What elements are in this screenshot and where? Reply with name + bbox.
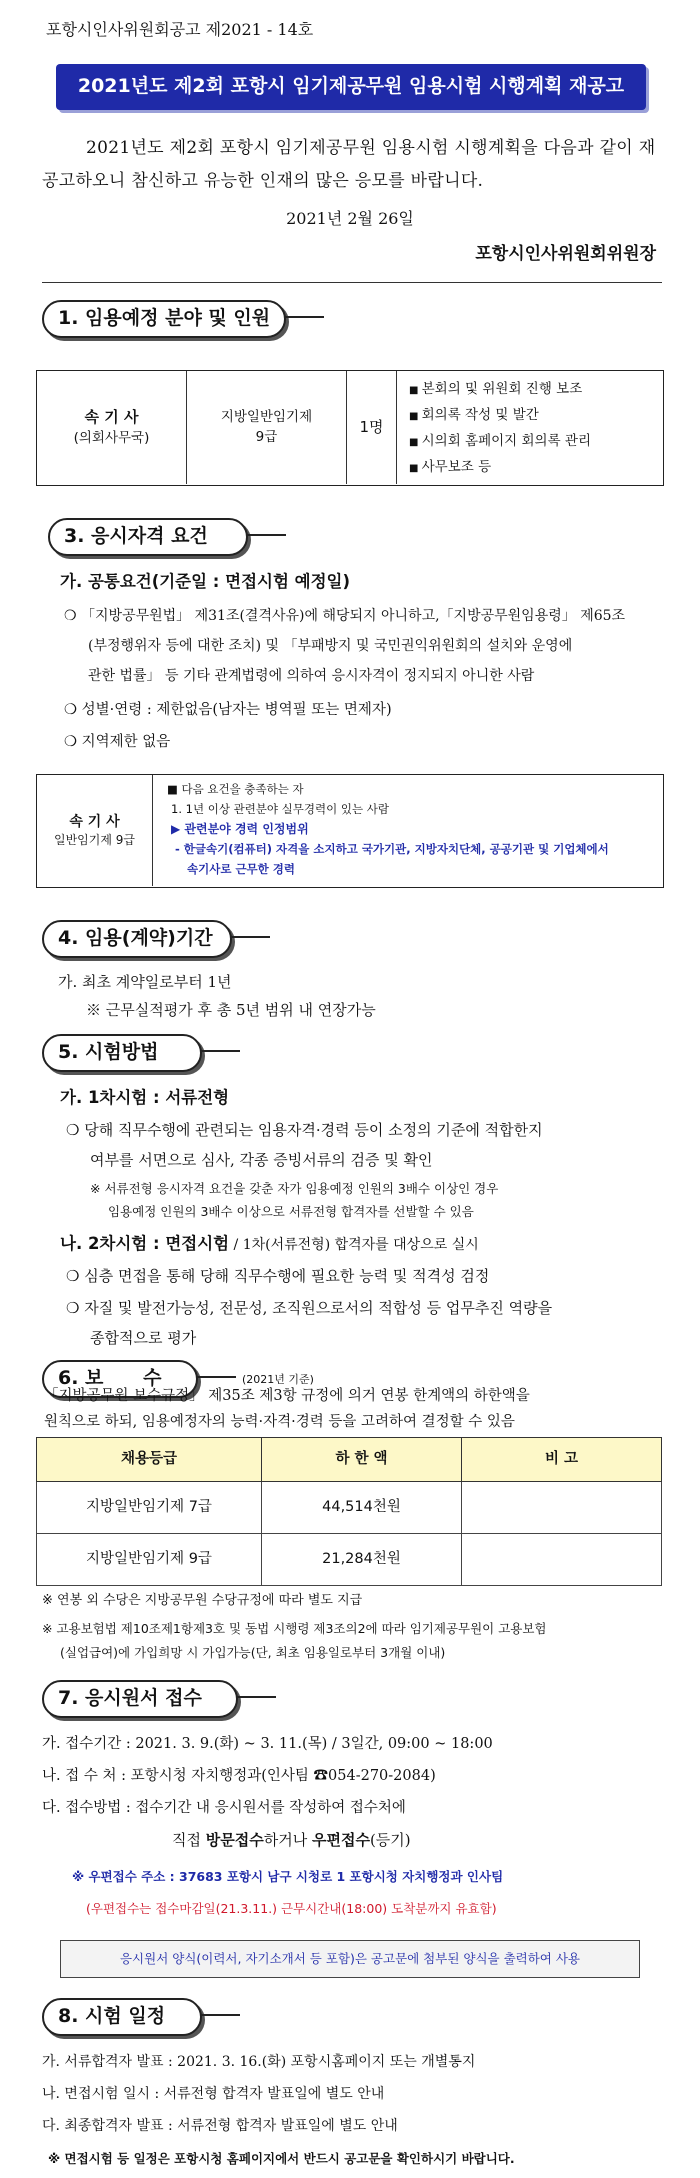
notice-date: 2021년 2월 26일 bbox=[286, 209, 414, 228]
sec7-form-notice: 응시원서 양식(이력서, 자기소개서 등 포함)은 공고문에 첨부된 양식을 출력하여 사용 bbox=[60, 1940, 640, 1978]
row-note bbox=[462, 1482, 662, 1534]
sec8-line-2: 나. 면접시험 일시 : 서류전형 합격자 발표일에 별도 안내 bbox=[42, 2086, 385, 2102]
qual-position-cell bbox=[37, 775, 153, 886]
sec5-a2: 여부를 서면으로 심사, 각종 증빙서류의 검증 및 확인 bbox=[90, 1151, 433, 1169]
section-4-title: 4. 임용(계약)기간 bbox=[42, 920, 232, 958]
sec3-line-5: ❍ 지역제한 없음 bbox=[64, 732, 170, 753]
sec7-line-2: 나. 접 수 처 : 포항시청 자치행정과(인사팀 ☎054-270-2084) bbox=[42, 1768, 436, 1784]
sec7-line-3: 다. 접수방법 : 접수기간 내 응시원서를 작성하여 접수처에 bbox=[42, 1800, 406, 1816]
qual-line-4: - 한글속기(컴퓨터) 자격을 소지하고 국가기관, 지방자치단체, 공공기관 및 기업체에서 bbox=[175, 842, 609, 856]
sec8-line-3: 다. 최종합격자 발표 : 서류전형 합격자 발표일에 별도 안내 bbox=[42, 2118, 398, 2134]
sec4-line-1: 가. 최초 계약일로부터 1년 bbox=[58, 973, 232, 991]
section-7-title: 7. 응시원서 접수 bbox=[42, 1680, 238, 1718]
sec5-a3: ※ 서류전형 응시자격 요건을 갖춘 자가 임용예정 인원의 3배수 이상인 경우 bbox=[90, 1181, 499, 1196]
qual-grade: 일반임기제 9급 bbox=[53, 832, 135, 847]
position-cell bbox=[37, 371, 187, 484]
notice-number: 포항시인사위원회공고 제2021 - 14호 bbox=[46, 20, 314, 39]
sec5-a1: ❍ 당해 직무수행에 관련되는 임용자격·경력 등이 소정의 기준에 적합한지 bbox=[66, 1120, 543, 1142]
sec5-a4: 임용예정 인원의 3배수 이상으로 서류전형 합격자를 선발할 수 있음 bbox=[108, 1204, 474, 1219]
section-3-title: 3. 응시자격 요건 bbox=[48, 518, 248, 556]
section-1-title: 1. 임용예정 분야 및 인원 bbox=[42, 300, 286, 338]
grade-line-2: 9급 bbox=[255, 428, 278, 445]
section-6-label: 6. 보 수 bbox=[58, 1367, 162, 1390]
sec7-l4-b: 방문접수 bbox=[205, 1831, 264, 1849]
sec3-subheading-a: 가. 공통요건(기준일 : 면접시험 예정일) bbox=[60, 572, 351, 591]
qual-line-3: ▶ 관련분야 경력 인정범위 bbox=[171, 822, 309, 836]
duties-list bbox=[409, 377, 591, 481]
sec6-line-2: 원칙으로 하되, 임용예정자의 능력·자격·경력 등을 고려하여 결정할 수 있음 bbox=[44, 1414, 515, 1430]
page-title: 2021년도 제2회 포항시 임기제공무원 임용시험 시행계획 재공고 bbox=[56, 64, 646, 110]
section-5-title: 5. 시험방법 bbox=[42, 1034, 202, 1072]
salary-table-header bbox=[37, 1438, 662, 1482]
duty-item: ■ 사무보조 등 bbox=[409, 455, 591, 481]
headcount-cell: 1명 bbox=[347, 371, 397, 484]
sec5-subheading-b bbox=[60, 1232, 479, 1256]
sec5-sub-b-tail: / 1차(서류전형) 합격자를 대상으로 실시 bbox=[229, 1237, 479, 1253]
qual-line-2: 1. 1년 이상 관련분야 실무경력이 있는 사람 bbox=[171, 802, 389, 816]
sec6-year-note: (2021년 기준) bbox=[242, 1373, 314, 1386]
position-name: 속 기 사 bbox=[84, 407, 139, 426]
row-amount: 44,514천원 bbox=[262, 1482, 462, 1534]
sec7-l4-d: 우편접수 bbox=[311, 1831, 370, 1849]
sec3-line-3: 관한 법률」 등 기타 관계법령에 의하여 응시자격이 정지되지 아니한 사람 bbox=[88, 668, 535, 684]
duty-item: ■ 시의회 홈페이지 회의록 관리 bbox=[409, 429, 591, 455]
col-amount: 하 한 액 bbox=[262, 1438, 462, 1482]
sec8-line-1: 가. 서류합격자 발표 : 2021. 3. 16.(화) 포항시홈페이지 또는 개별통지 bbox=[42, 2054, 476, 2070]
sec7-line-6: (우편접수는 접수마감일(21.3.11.) 근무시간내(18:00) 도착분까지 유효함) bbox=[86, 1901, 497, 1916]
qual-line-1: ■ 다음 요건을 충족하는 자 bbox=[167, 782, 304, 796]
sec6-note-1: ※ 연봉 외 수당은 지방공무원 수당규정에 따라 별도 지급 bbox=[42, 1593, 363, 1608]
sec3-line-1: ❍ 「지방공무원법」 제31조(결격사유)에 해당되지 아니하고,「지방공무원임용령」 제65조 bbox=[64, 606, 625, 626]
table-row bbox=[37, 1482, 662, 1534]
sec7-l4-e: (등기) bbox=[369, 1831, 411, 1849]
grade-cell bbox=[187, 371, 347, 484]
col-note: 비 고 bbox=[462, 1438, 662, 1482]
sec7-line-1: 가. 접수기간 : 2021. 3. 9.(화) ~ 3. 11.(목) / 3일간, 09:00 ~ 18:00 bbox=[42, 1736, 493, 1752]
row-grade: 지방일반임기제 9급 bbox=[37, 1534, 262, 1586]
signer: 포항시인사위원회위원장 bbox=[475, 244, 656, 264]
sec7-line-4 bbox=[172, 1830, 411, 1852]
col-grade: 채용등급 bbox=[37, 1438, 262, 1482]
section-8-title: 8. 시험 일정 bbox=[42, 1998, 202, 2036]
sec6-line-1: 「지방공무원 보수규정」 제35조 제3항 규정에 의거 연봉 한계액의 하한액을 bbox=[44, 1388, 530, 1404]
sec8-footer: ※ 면접시험 등 일정은 포항시청 홈페이지에서 반드시 공고문을 확인하시기 바랍니다. bbox=[48, 2151, 515, 2166]
position-dept: (의회사무국) bbox=[73, 429, 150, 446]
row-amount: 21,284천원 bbox=[262, 1534, 462, 1586]
sec3-line-4: ❍ 성별·연령 : 제한없음(남자는 병역필 또는 면제자) bbox=[64, 700, 392, 721]
duty-item: ■ 본회의 및 위원회 진행 보조 bbox=[409, 377, 591, 403]
qual-line-5: 속기사로 근무한 경력 bbox=[187, 862, 295, 876]
table-row bbox=[37, 1534, 662, 1586]
sec5-b1: ❍ 심층 면접을 통해 당해 직무수행에 필요한 능력 및 적격성 검정 bbox=[66, 1266, 489, 1288]
sec6-note-3: (실업급여)에 가입희망 시 가입가능(단, 최초 임용일로부터 3개월 이내) bbox=[60, 1645, 446, 1660]
row-grade: 지방일반임기제 7급 bbox=[37, 1482, 262, 1534]
salary-table bbox=[36, 1437, 662, 1586]
divider bbox=[42, 282, 662, 283]
sec5-subheading-a: 가. 1차시험 : 서류전형 bbox=[60, 1088, 230, 1107]
sec5-sub-b-label: 나. 2차시험 : 면접시험 bbox=[60, 1234, 230, 1253]
sec7-line-5: ※ 우편접수 주소 : 37683 포항시 남구 시청로 1 포항시청 자치행정과 인사팀 bbox=[72, 1869, 504, 1884]
grade-line-1: 지방일반임기제 bbox=[220, 408, 313, 425]
sec7-l4-a: 직접 bbox=[172, 1831, 206, 1849]
sec3-line-2: (부정행위자 등에 대한 조치) 및 「부패방지 및 국민권익위원회의 설치와 운영에 bbox=[88, 638, 573, 654]
sec7-l4-c: 하거나 bbox=[263, 1831, 312, 1849]
row-note bbox=[462, 1534, 662, 1586]
intro-paragraph: 2021년도 제2회 포항시 임기제공무원 임용시험 시행계획을 다음과 같이 재공고하오니 참신하고 유능한 인재의 많은 응모를 바랍니다. bbox=[42, 138, 656, 191]
sec4-line-2: ※ 근무실적평가 후 총 5년 범위 내 연장가능 bbox=[86, 1001, 376, 1019]
position-table bbox=[36, 370, 664, 486]
sec6-note-2: ※ 고용보험법 제10조제1항제3호 및 동법 시행령 제3조의2에 따라 임기제공무원이 고용보험 bbox=[42, 1621, 547, 1636]
qual-position: 속 기 사 bbox=[69, 813, 120, 830]
sec5-b3: 종합적으로 평가 bbox=[90, 1329, 197, 1347]
sec5-b2: ❍ 자질 및 발전가능성, 전문성, 조직원으로서의 적합성 등 업무추진 역량을 bbox=[66, 1298, 552, 1320]
qualification-box bbox=[36, 774, 664, 888]
duty-item: ■ 회의록 작성 및 발간 bbox=[409, 403, 591, 429]
